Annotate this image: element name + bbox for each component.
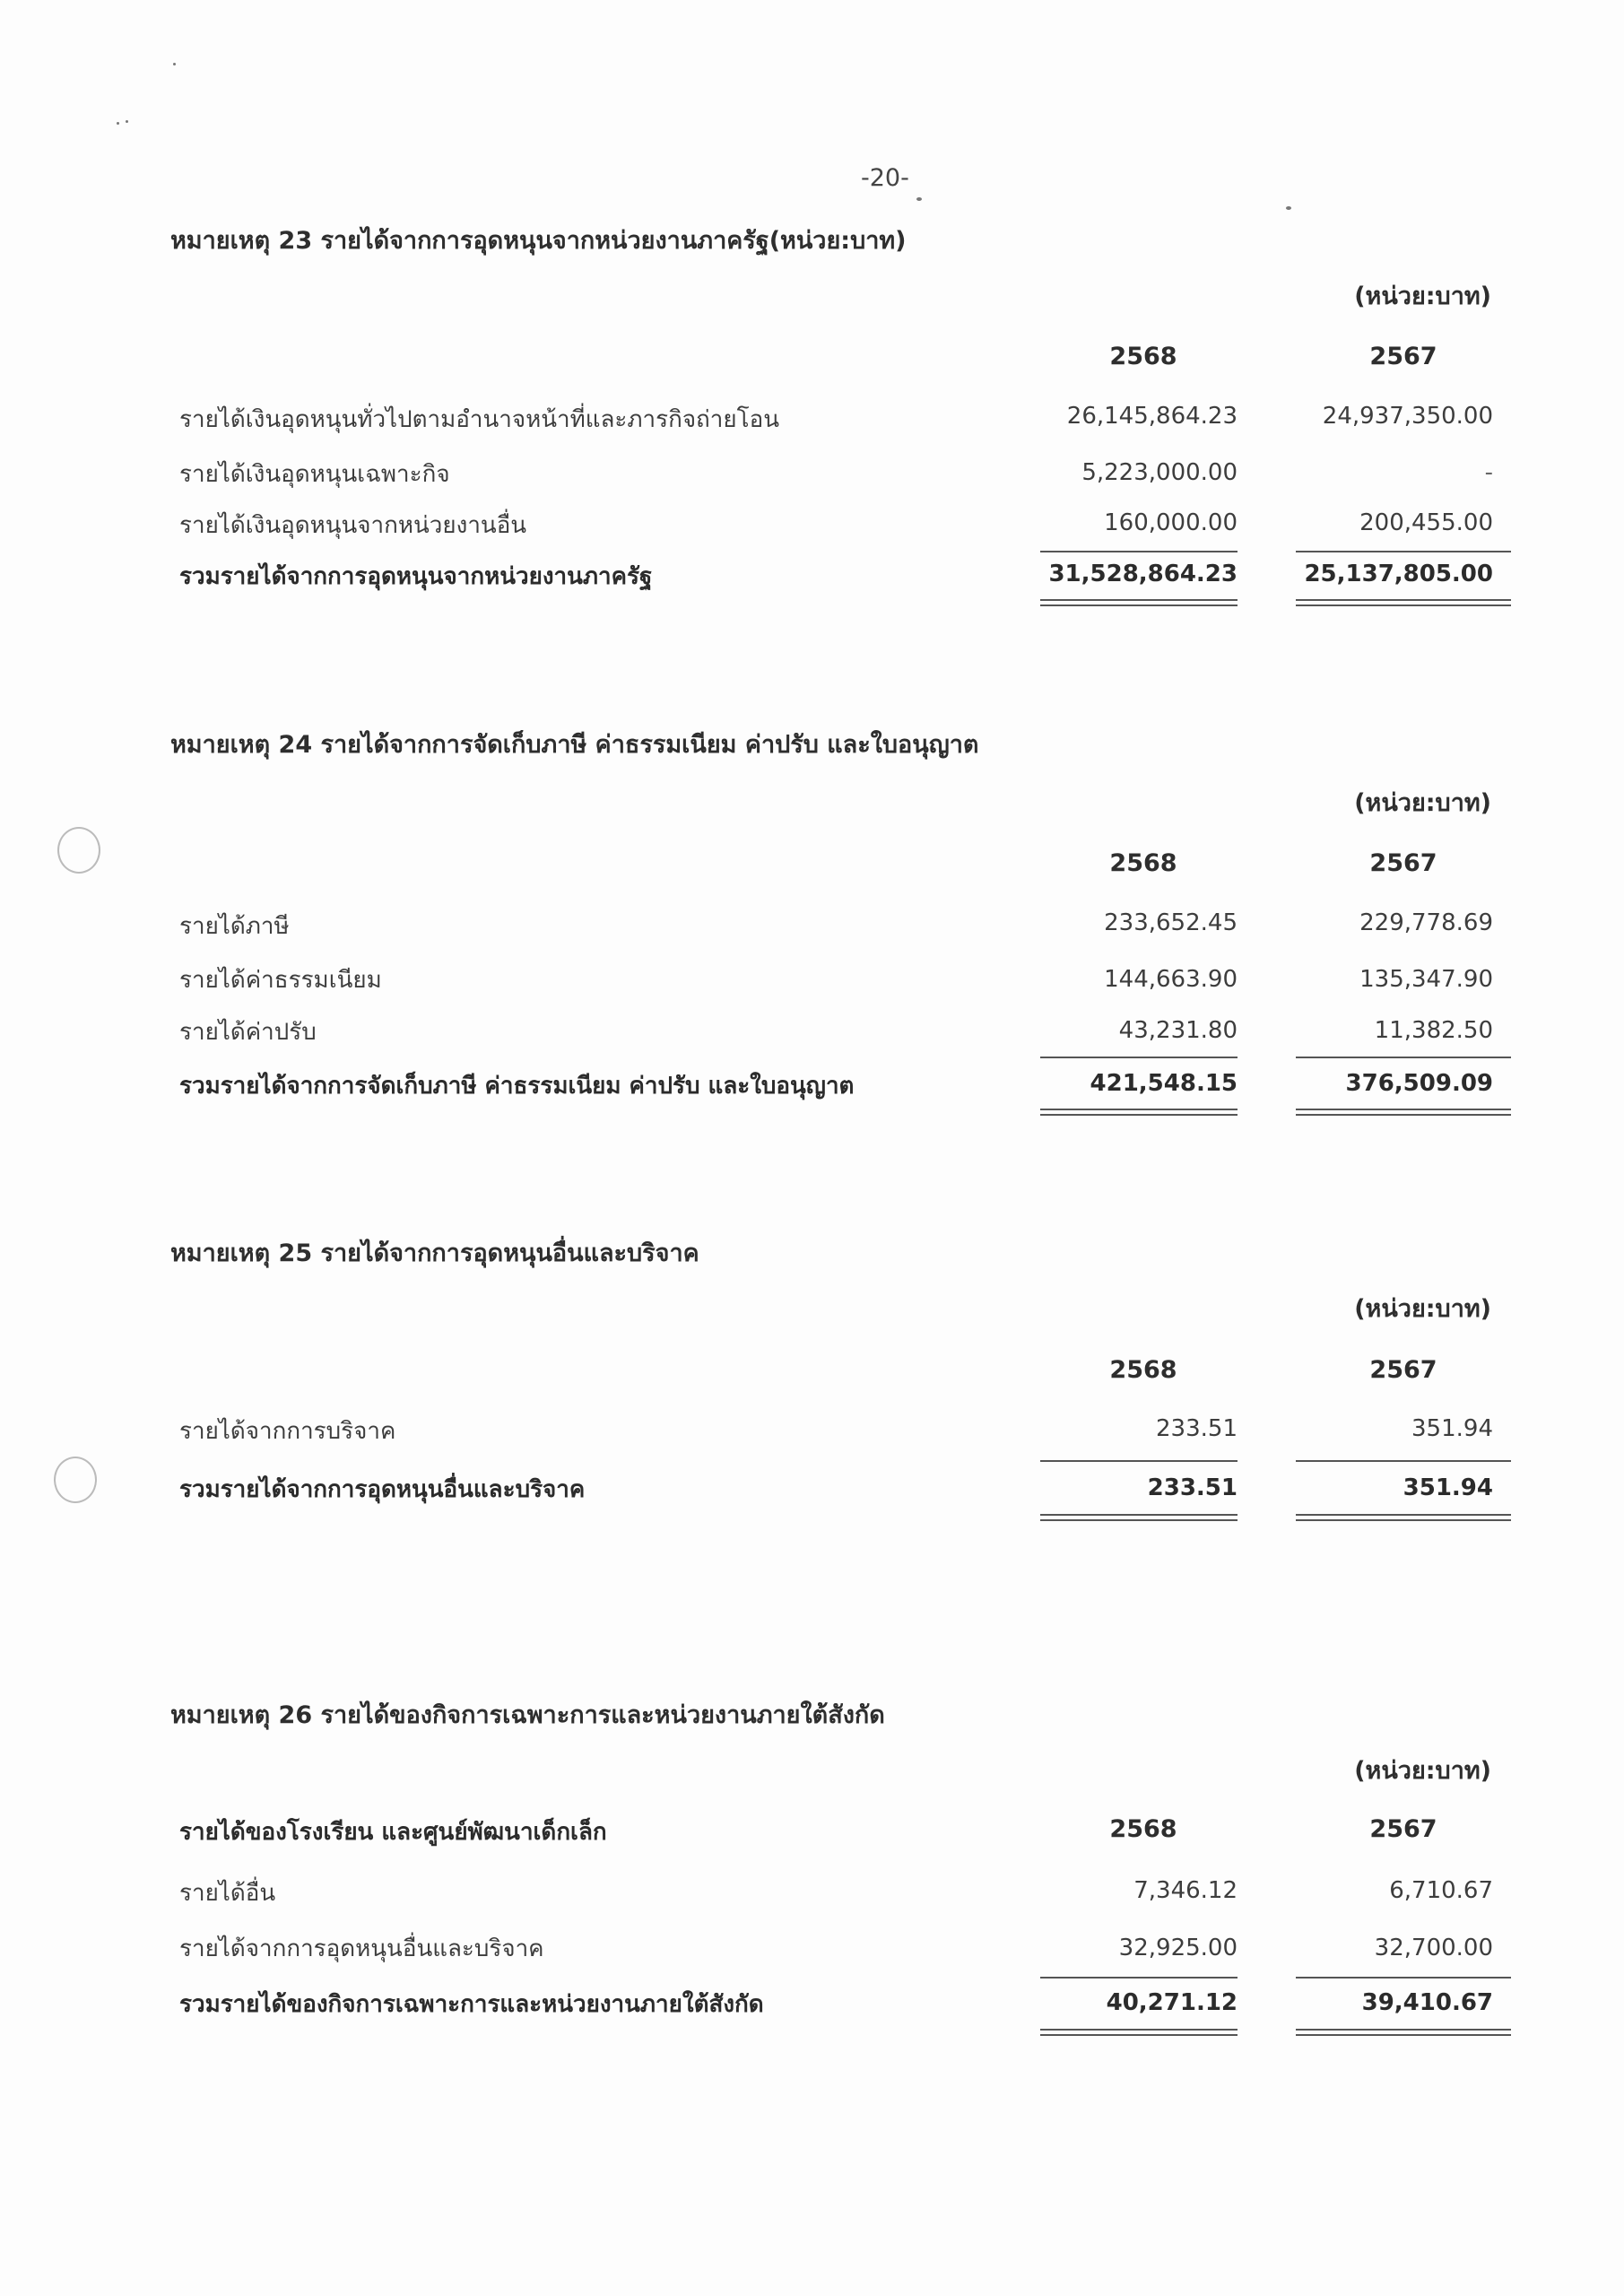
row-label: รายได้จากการอุดหนุนอื่นและบริจาค bbox=[179, 1935, 544, 1962]
total-prior: 25,137,805.00 bbox=[1304, 561, 1493, 587]
double-underline bbox=[1296, 1109, 1511, 1116]
row-label: รายได้เงินอุดหนุนเฉพาะกิจ bbox=[179, 461, 450, 488]
page-number: -20- bbox=[861, 164, 909, 192]
value-current: 5,223,000.00 bbox=[1081, 459, 1238, 486]
total-label: รวมรายได้ของกิจการเฉพาะการและหน่วยงานภายใต้สังกัด bbox=[179, 1991, 764, 2018]
double-underline bbox=[1296, 599, 1511, 606]
row-label: รายได้ค่าธรรมเนียม bbox=[179, 967, 382, 994]
year-prior-header: 2567 bbox=[1369, 343, 1437, 370]
year-prior-header: 2567 bbox=[1369, 1356, 1437, 1384]
double-underline bbox=[1040, 599, 1238, 606]
value-prior: 351.94 bbox=[1411, 1415, 1493, 1442]
year-current-header: 2568 bbox=[1109, 1815, 1177, 1843]
year-current-header: 2568 bbox=[1109, 343, 1177, 370]
total-prior: 376,509.09 bbox=[1345, 1070, 1493, 1097]
double-underline bbox=[1296, 2029, 1511, 2036]
total-current: 233.51 bbox=[1147, 1474, 1238, 1501]
value-current: 160,000.00 bbox=[1104, 509, 1238, 536]
year-prior-header: 2567 bbox=[1369, 849, 1437, 877]
row-label: รายได้จากการบริจาค bbox=[179, 1418, 396, 1445]
value-current: 43,231.80 bbox=[1118, 1017, 1238, 1044]
total-current: 421,548.15 bbox=[1090, 1070, 1238, 1097]
double-underline bbox=[1040, 2029, 1238, 2036]
subheading: รายได้ของโรงเรียน และศูนย์พัฒนาเด็กเล็ก bbox=[179, 1819, 607, 1846]
subtotal-rule bbox=[1296, 1977, 1511, 1979]
value-current: 7,346.12 bbox=[1133, 1877, 1238, 1904]
row-label: รายได้ค่าปรับ bbox=[179, 1019, 317, 1046]
total-current: 40,271.12 bbox=[1106, 1989, 1238, 2016]
subtotal-rule bbox=[1040, 1460, 1238, 1462]
unit-label: (หน่วย:บาท) bbox=[1354, 1295, 1491, 1323]
subtotal-rule bbox=[1040, 551, 1238, 552]
double-underline bbox=[1040, 1109, 1238, 1116]
total-current: 31,528,864.23 bbox=[1048, 561, 1238, 587]
value-prior: - bbox=[1484, 459, 1493, 486]
value-current: 233,652.45 bbox=[1104, 909, 1238, 936]
value-prior: 11,382.50 bbox=[1374, 1017, 1493, 1044]
scan-speck bbox=[117, 122, 119, 125]
note-title: หมายเหตุ 26 รายได้ของกิจการเฉพาะการและหน่วยงานภายใต้สังกัด bbox=[170, 1701, 885, 1729]
subtotal-rule bbox=[1040, 1057, 1238, 1058]
note-title: หมายเหตุ 24 รายได้จากการจัดเก็บภาษี ค่าธรรมเนียม ค่าปรับ และใบอนุญาต bbox=[170, 731, 979, 759]
year-current-header: 2568 bbox=[1109, 1356, 1177, 1384]
punch-hole-top bbox=[57, 827, 100, 874]
year-current-header: 2568 bbox=[1109, 849, 1177, 877]
total-label: รวมรายได้จากการจัดเก็บภาษี ค่าธรรมเนียม ค่าปรับ และใบอนุญาต bbox=[179, 1073, 855, 1100]
unit-label: (หน่วย:บาท) bbox=[1354, 1757, 1491, 1785]
unit-label: (หน่วย:บาท) bbox=[1354, 283, 1491, 310]
value-prior: 32,700.00 bbox=[1374, 1935, 1493, 1961]
year-prior-header: 2567 bbox=[1369, 1815, 1437, 1843]
value-current: 233.51 bbox=[1156, 1415, 1238, 1442]
subtotal-rule bbox=[1296, 551, 1511, 552]
total-label: รวมรายได้จากการอุดหนุนจากหน่วยงานภาครัฐ bbox=[179, 563, 653, 590]
note-title: หมายเหตุ 25 รายได้จากการอุดหนุนอื่นและบริจาค bbox=[170, 1239, 699, 1267]
value-prior: 135,347.90 bbox=[1359, 966, 1493, 993]
double-underline bbox=[1296, 1514, 1511, 1521]
row-label: รายได้ภาษี bbox=[179, 913, 290, 940]
subtotal-rule bbox=[1040, 1977, 1238, 1979]
value-prior: 6,710.67 bbox=[1389, 1877, 1493, 1904]
punch-hole-bottom bbox=[54, 1457, 97, 1503]
row-label: รายได้เงินอุดหนุนจากหน่วยงานอื่น bbox=[179, 512, 527, 539]
total-label: รวมรายได้จากการอุดหนุนอื่นและบริจาค bbox=[179, 1476, 586, 1503]
subtotal-rule bbox=[1296, 1460, 1511, 1462]
double-underline bbox=[1040, 1514, 1238, 1521]
scan-speck bbox=[1286, 206, 1291, 210]
note-title: หมายเหตุ 23 รายได้จากการอุดหนุนจากหน่วยงานภาครัฐ(หน่วย:บาท) bbox=[170, 227, 907, 255]
subtotal-rule bbox=[1296, 1057, 1511, 1058]
value-current: 144,663.90 bbox=[1104, 966, 1238, 993]
value-current: 32,925.00 bbox=[1118, 1935, 1238, 1961]
total-prior: 351.94 bbox=[1403, 1474, 1493, 1501]
row-label: รายได้อื่น bbox=[179, 1880, 276, 1907]
scan-speck bbox=[173, 63, 176, 65]
unit-label: (หน่วย:บาท) bbox=[1354, 789, 1491, 817]
value-prior: 200,455.00 bbox=[1359, 509, 1493, 536]
total-prior: 39,410.67 bbox=[1361, 1989, 1493, 2016]
row-label: รายได้เงินอุดหนุนทั่วไปตามอำนาจหน้าที่และภารกิจถ่ายโอน bbox=[179, 406, 779, 433]
value-prior: 229,778.69 bbox=[1359, 909, 1493, 936]
scan-speck bbox=[126, 120, 128, 123]
scan-speck bbox=[916, 197, 922, 201]
value-current: 26,145,864.23 bbox=[1066, 403, 1238, 430]
value-prior: 24,937,350.00 bbox=[1322, 403, 1493, 430]
